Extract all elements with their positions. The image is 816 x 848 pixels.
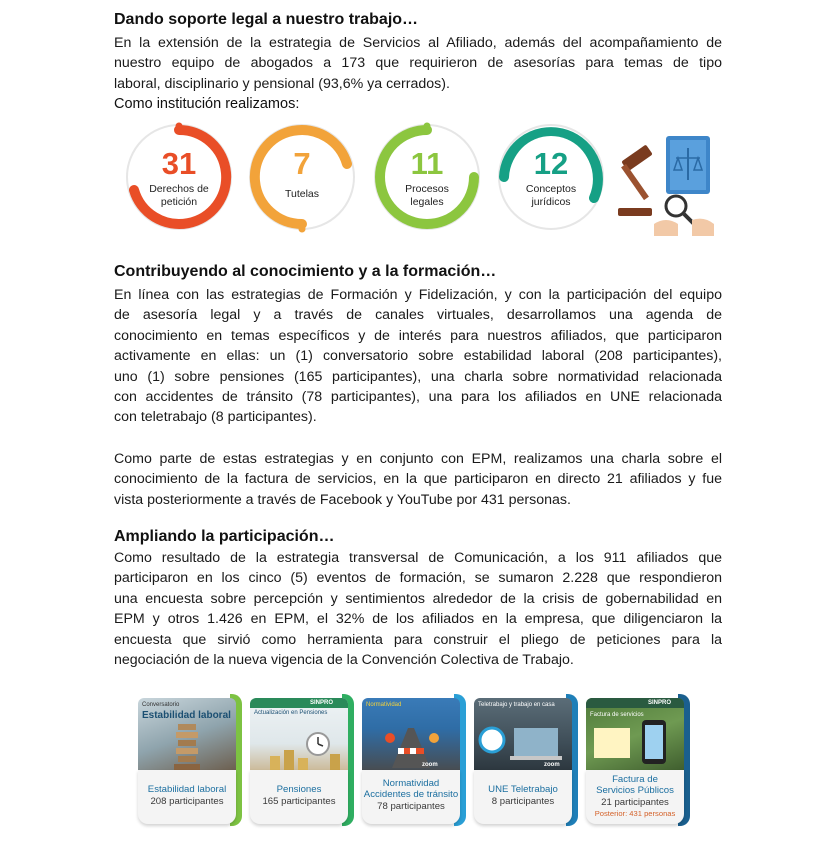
subheading-institution: Como institución realizamos: (114, 96, 300, 112)
stat-label-line: Conceptos (525, 183, 577, 195)
paragraph-legal-support (114, 33, 722, 94)
text-line: encuesta que sirvió como herramienta para construir el pliego de peticiones para la (114, 631, 722, 648)
text-line: En línea con las estrategias de Formación y Fidelización, y con la participación del equipo (114, 287, 722, 303)
paragraph-participation (114, 548, 722, 670)
event-title: Factura de (612, 774, 658, 785)
paragraph-knowledge (114, 285, 722, 428)
stat-label-line: petición (160, 196, 198, 208)
zoom-logo: zoom (422, 762, 438, 768)
zoom-logo: zoom (544, 762, 560, 768)
photo-caption: Factura de servicios (590, 712, 644, 718)
text-line: EPM y otros 1.426 en EPM, el 32% de los afiliados en la empresa, que diligenciaron la (114, 611, 722, 628)
stat-label (384, 183, 470, 209)
text-line: una encuesta sobre percepción y sentimientos alrededor de la crisis de gobernabilidad en (114, 590, 722, 607)
stat-label-line: Derechos de (149, 183, 209, 195)
event-card-une-teletrabajo (474, 690, 578, 830)
photo-logo: SINPRO (648, 700, 672, 706)
event-title: Normatividad (382, 778, 440, 789)
stat-value: 11 (410, 146, 444, 181)
photo-caption: Actualización en Pensiones (254, 710, 328, 716)
stat-tutelas (245, 120, 359, 234)
events-strip (138, 690, 698, 838)
stat-value: 12 (533, 146, 569, 181)
smartphone-icon (586, 698, 684, 774)
text-line: conocimiento de la factura de servicios, en la que participaron en directo 21 afiliados y fue (114, 471, 722, 488)
text-line: con accidentes de tránsito (78 participantes), una para los afiliados en UNE relacionada (114, 389, 722, 406)
event-participants: 21 participantes (601, 797, 669, 808)
stat-label (508, 183, 594, 209)
event-title-line-2: Accidentes de tránsito (363, 789, 459, 800)
text-line: conocimiento en temas específicos y de interés para nuestros afiliados, que participaron (114, 327, 722, 344)
photo-caption: Teletrabajo y trabajo en casa (478, 702, 555, 708)
traffic-signs-icon (362, 698, 460, 774)
text-line: nuestro equipo de abogados a 173 que requirieron de asesorías para temas de tipo (114, 55, 722, 72)
stat-label-line: Procesos (405, 183, 449, 195)
event-card-normatividad (362, 690, 466, 830)
event-card-factura-servicios (586, 690, 690, 830)
event-card-body (138, 770, 236, 824)
text-line: Como parte de estas estrategias y en conjunto con EPM, realizamos una charla sobre el (114, 451, 722, 467)
photo-caption: Normatividad (366, 702, 402, 708)
text-line: negociación de la nueva vigencia de la Convención Colectiva de Trabajo. (114, 652, 574, 669)
photo-title: Estabilidad laboral (142, 710, 231, 721)
stat-label-line: legales (410, 196, 444, 208)
event-photo (138, 698, 236, 774)
event-photo (586, 698, 684, 774)
paragraph-epm-talk (114, 449, 722, 510)
event-photo (474, 698, 572, 774)
event-card-pensiones (250, 690, 354, 830)
event-title-line-2: Servicios Públicos (596, 785, 674, 796)
text-line: vista posteriormente a través de Facebook y YouTube por 431 personas. (114, 491, 571, 508)
event-card-body (362, 770, 460, 824)
event-card-body (250, 770, 348, 824)
event-participants: 8 participantes (491, 796, 555, 807)
text-line: de asesoría legal y a través de canales virtuales, desarrollamos una agenda de (114, 307, 722, 324)
legal-stats-band (114, 116, 718, 240)
event-card-estabilidad-laboral (138, 690, 242, 830)
text-line: laboral, disciplinario y pensional (93,6% ya cerrados). (114, 75, 450, 92)
event-title: UNE Teletrabajo (488, 784, 558, 795)
event-participants: 78 participantes (377, 801, 445, 812)
event-card-body (474, 770, 572, 824)
gavel-book-illustration-icon (614, 124, 718, 236)
stat-label (259, 188, 345, 201)
stat-conceptos-juridicos (494, 120, 608, 234)
stat-procesos-legales (370, 120, 484, 234)
text-line: En la extensión de la estrategia de Servicios al Afiliado, además del acompañamiento de (114, 35, 722, 51)
stat-derechos-peticion (122, 120, 236, 234)
photo-caption: Conversatorio (142, 702, 180, 708)
event-participants: 165 participantes (262, 796, 336, 807)
section-heading-participation: Ampliando la participación… (114, 528, 335, 545)
text-line: con teletrabajo (8 participantes). (114, 409, 317, 426)
stat-value: 31 (161, 146, 197, 181)
stat-label (136, 183, 222, 209)
text-line: Como resultado de la estrategia transversal de Comunicación, a los 911 afiliados que (114, 550, 722, 566)
section-heading-legal-support: Dando soporte legal a nuestro trabajo… (114, 11, 419, 28)
stat-label-line: Tutelas (284, 188, 320, 200)
event-photo (362, 698, 460, 774)
text-line: participaron en los cinco (5) eventos de formación, se sumaron 2.228 que respondieron (114, 570, 722, 587)
event-title: Pensiones (276, 784, 322, 795)
section-heading-knowledge: Contribuyendo al conocimiento y a la formación… (114, 263, 497, 280)
stat-label-line: jurídicos (531, 196, 571, 208)
photo-logo: SINPRO (310, 700, 334, 706)
text-line: activamente en ellas: un (1) conversatorio sobre estabilidad laboral (208 participantes), (114, 348, 722, 365)
event-extra-note: Posterior: 431 personas (594, 809, 676, 818)
text-line: uno (1) sobre pensiones (165 participantes), una charla sobre normatividad relacionada (114, 368, 722, 385)
event-title: Estabilidad laboral (147, 784, 227, 795)
coins-clock-icon (250, 698, 348, 774)
event-participants: 208 participantes (150, 796, 224, 807)
stat-value: 7 (293, 146, 311, 181)
event-card-body (586, 770, 684, 824)
jenga-tower-icon (138, 698, 236, 774)
event-photo (250, 698, 348, 774)
